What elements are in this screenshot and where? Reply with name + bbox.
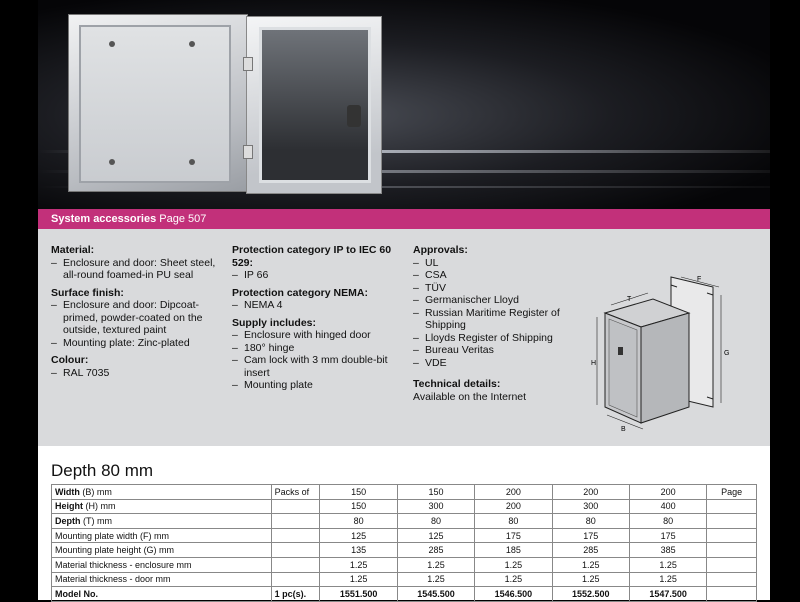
technical-details-heading: Technical details:: [413, 378, 501, 390]
value-cell: 200: [475, 485, 552, 500]
value-cell: 1.25: [320, 557, 397, 572]
technical-details-text: Available on the Internet: [413, 390, 527, 403]
packs-cell: 1 pc(s).: [271, 587, 320, 602]
value-cell: 200: [475, 499, 552, 514]
table-row: [52, 557, 757, 572]
value-cell: 150: [320, 499, 397, 514]
list-item: – Mounting plate: Zinc-plated: [51, 337, 223, 350]
value-cell: 150: [397, 485, 474, 500]
value-cell: 1551.500: [320, 587, 397, 602]
value-cell: 125: [397, 528, 474, 543]
colour-heading: Colour:: [51, 354, 89, 366]
value-cell: 125: [320, 528, 397, 543]
value-cell: 150: [320, 485, 397, 500]
dim-label-t: T: [627, 296, 632, 303]
packs-cell: [271, 514, 320, 529]
material-list: [51, 257, 223, 282]
list-item: – 180° hinge: [232, 342, 404, 355]
row-label: [52, 485, 272, 500]
value-cell: 1.25: [397, 557, 474, 572]
row-label: [52, 543, 272, 558]
list-item: – Bureau Veritas: [413, 344, 593, 357]
catalog-page: [38, 0, 770, 600]
list-item: – TÜV: [413, 282, 593, 295]
value-cell: 80: [397, 514, 474, 529]
page-cell: [707, 557, 757, 572]
table-row: [52, 543, 757, 558]
row-label-text: (B) mm: [79, 486, 112, 497]
list-item: – UL: [413, 257, 593, 270]
value-cell: 175: [552, 528, 629, 543]
value-cell: 135: [320, 543, 397, 558]
page-cell: [707, 587, 757, 602]
value-cell: 200: [629, 485, 706, 500]
depth-heading: Depth 80 mm: [51, 461, 154, 480]
list-item: – Enclosure with hinged door: [232, 329, 404, 342]
table-row: [52, 499, 757, 514]
list-item: – Enclosure and door: Sheet steel, all-round foamed-in PU seal: [51, 257, 223, 282]
row-label: [52, 572, 272, 587]
list-item: – NEMA 4: [232, 299, 404, 312]
row-label-text: Mounting plate width (F) mm: [55, 530, 170, 541]
list-item: – RAL 7035: [51, 367, 223, 380]
page-cell: [707, 528, 757, 543]
table-row: [52, 485, 757, 500]
list-item: – Mounting plate: [232, 379, 404, 392]
page-cell: Page: [707, 485, 757, 500]
table-row: [52, 528, 757, 543]
packs-cell: [271, 572, 320, 587]
row-label: [52, 528, 272, 543]
nema-list: [232, 299, 404, 312]
list-item: – Lloyds Register of Shipping: [413, 332, 593, 345]
specifications-table: [51, 484, 757, 602]
packs-cell: [271, 543, 320, 558]
row-label-bold: Model No.: [55, 588, 98, 599]
dimension-drawing: [593, 247, 758, 437]
value-cell: 1545.500: [397, 587, 474, 602]
packs-cell: [271, 499, 320, 514]
dim-label-g: G: [724, 350, 730, 357]
dim-label-f: F: [697, 276, 702, 283]
supply-list: [232, 329, 404, 392]
specifications-area: [38, 229, 770, 446]
supply-heading: Supply includes:: [232, 316, 317, 329]
colour-list: [51, 367, 223, 380]
value-cell: 1.25: [320, 572, 397, 587]
page-cell: [707, 514, 757, 529]
row-label: [52, 514, 272, 529]
dim-label-b: B: [621, 426, 626, 433]
ip-list: [232, 269, 404, 282]
table-row: [52, 587, 757, 602]
value-cell: 400: [629, 499, 706, 514]
dim-label-h: H: [591, 360, 597, 367]
nema-heading: Protection category NEMA:: [232, 286, 368, 299]
value-cell: 1546.500: [475, 587, 552, 602]
list-item: – IP 66: [232, 269, 404, 282]
packs-cell: Packs of: [271, 485, 320, 500]
list-item: – Cam lock with 3 mm double-bit insert: [232, 354, 404, 379]
spec-column-3: [413, 244, 593, 403]
value-cell: 1.25: [397, 572, 474, 587]
row-label-text: Material thickness - enclosure mm: [55, 559, 192, 570]
packs-cell: [271, 528, 320, 543]
page-cell: [707, 499, 757, 514]
value-cell: 175: [629, 528, 706, 543]
table-row: [52, 514, 757, 529]
value-cell: 300: [397, 499, 474, 514]
row-label-bold: Width: [55, 486, 80, 497]
row-label-text: Material thickness - door mm: [55, 574, 171, 585]
value-cell: 1.25: [552, 557, 629, 572]
value-cell: 185: [475, 543, 552, 558]
row-label: [52, 557, 272, 572]
value-cell: 300: [552, 499, 629, 514]
row-label: [52, 499, 272, 514]
value-cell: 80: [629, 514, 706, 529]
material-heading: Material:: [51, 244, 95, 256]
row-label: [52, 587, 272, 602]
value-cell: 200: [552, 485, 629, 500]
value-cell: 1.25: [552, 572, 629, 587]
list-item: – Germanischer Lloyd: [413, 294, 593, 307]
value-cell: 285: [397, 543, 474, 558]
value-cell: 80: [475, 514, 552, 529]
table-row: [52, 572, 757, 587]
enclosure-body-image: [68, 14, 248, 192]
enclosure-door-image: [246, 16, 382, 194]
row-label-text: Mounting plate height (G) mm: [55, 545, 175, 556]
approvals-heading: Approvals:: [413, 244, 468, 256]
packs-cell: [271, 557, 320, 572]
product-photo: [38, 0, 770, 209]
page-cell: [707, 572, 757, 587]
row-label-bold: Height: [55, 501, 83, 512]
band-label: System accessories: [51, 213, 157, 225]
approvals-list: [413, 257, 593, 370]
band-page: Page 507: [159, 213, 207, 225]
page-cell: [707, 543, 757, 558]
spec-column-2: [232, 244, 404, 392]
row-label-text: (H) mm: [83, 501, 116, 512]
value-cell: 80: [552, 514, 629, 529]
value-cell: 80: [320, 514, 397, 529]
system-accessories-band: [38, 209, 770, 229]
value-cell: 1.25: [629, 557, 706, 572]
ip-heading: Protection category IP to IEC 60 529:: [232, 244, 392, 269]
list-item: – CSA: [413, 269, 593, 282]
value-cell: 1552.500: [552, 587, 629, 602]
spec-column-1: [51, 244, 223, 379]
value-cell: 1.25: [475, 557, 552, 572]
value-cell: 1.25: [629, 572, 706, 587]
row-label-bold: Depth: [55, 515, 81, 526]
surface-list: [51, 299, 223, 349]
list-item: – Russian Maritime Register of Shipping: [413, 307, 593, 332]
value-cell: 285: [552, 543, 629, 558]
surface-heading: Surface finish:: [51, 286, 124, 299]
list-item: – Enclosure and door: Dipcoat-primed, powder-coated on the outside, textured paint: [51, 299, 223, 337]
value-cell: 175: [475, 528, 552, 543]
value-cell: 1547.500: [629, 587, 706, 602]
list-item: – VDE: [413, 357, 593, 370]
row-label-text: (T) mm: [80, 515, 112, 526]
value-cell: 1.25: [475, 572, 552, 587]
value-cell: 385: [629, 543, 706, 558]
